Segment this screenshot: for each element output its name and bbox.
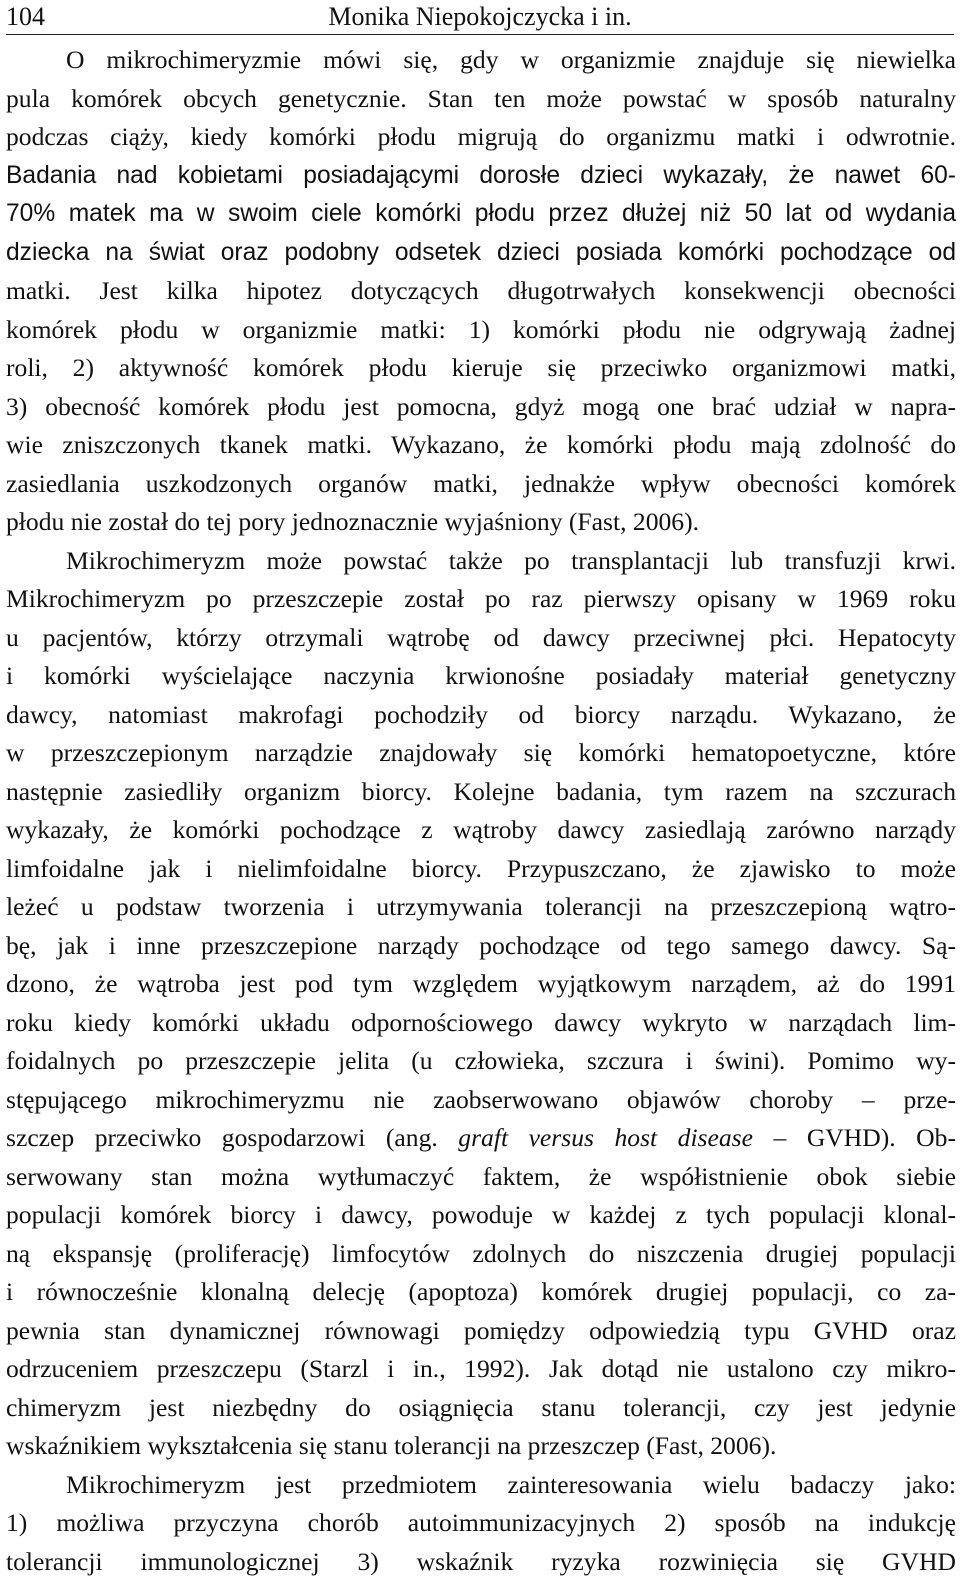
italic-term: graft versus host disease xyxy=(458,1123,753,1152)
text-line: roli, 2) aktywność komórek płodu kieruje się przeciwko organizmowi matki, xyxy=(6,349,956,388)
text-line: wykazały, że komórki pochodzące z wątroby dawcy zasiedlają zarówno narządy xyxy=(6,811,956,850)
text-line: Badania nad kobietami posiadającymi dorosłe dzieci wykazały, że nawet 60- xyxy=(6,157,956,196)
text-line: serwowany stan można wytłumaczyć faktem, że współistnienie obok siebie xyxy=(6,1158,956,1197)
text-line: foidalnych po przeszczepie jelita (u człowieka, szczura i świni). Pomimo wy- xyxy=(6,1042,956,1081)
text-line: bę, jak i inne przeszczepione narządy pochodzące od tego samego dawcy. Są- xyxy=(6,927,956,966)
page-number: 104 xyxy=(6,2,45,32)
text-line: stępującego mikrochimeryzmu nie zaobserwowano objawów choroby – prze- xyxy=(6,1081,956,1120)
text-line: pula komórek obcych genetycznie. Stan ten może powstać w sposób naturalny xyxy=(6,80,956,119)
text-line: Mikrochimeryzm po przeszczepie został po raz pierwszy opisany w 1969 roku xyxy=(6,580,956,619)
text-line: 1) możliwa przyczyna chorób autoimmunizacyjnych 2) sposób na indukcję xyxy=(6,1504,956,1543)
text-line: ną ekspansję (proliferację) limfocytów zdolnych do niszczenia drugiej populacji xyxy=(6,1235,956,1274)
text-line: płodu nie został do tej pory jednoznacznie wyjaśniony (Fast, 2006). xyxy=(6,503,956,542)
text-line: komórek płodu w organizmie matki: 1) komórki płodu nie odgrywają żadnej xyxy=(6,311,956,350)
page-header xyxy=(6,0,954,35)
text-line: Mikrochimeryzm może powstać także po transplantacji lub transfuzji krwi. xyxy=(6,542,956,581)
text-line: u pacjentów, którzy otrzymali wątrobę od dawcy przeciwnej płci. Hepatocyty xyxy=(6,619,956,658)
text-line: i równocześnie klonalną delecję (apoptoza) komórek drugiej populacji, co za- xyxy=(6,1273,956,1312)
text-line: w przeszczepionym narządzie znajdowały się komórki hematopoetyczne, które xyxy=(6,734,956,773)
running-title: Monika Niepokojczycka i in. xyxy=(6,2,954,32)
text-line: tolerancji immunologicznej 3) wskaźnik ryzyka rozwinięcia się GVHD xyxy=(6,1543,956,1581)
text-line: 70% matek ma w swoim ciele komórki płodu przez dłużej niż 50 lat od wydania xyxy=(6,195,956,234)
text-line: wskaźnikiem wykształcenia się stanu tolerancji na przeszczep (Fast, 2006). xyxy=(6,1427,956,1466)
text-line xyxy=(6,1119,956,1158)
text-line: dawcy, natomiast makrofagi pochodziły od biorcy narządu. Wykazano, że xyxy=(6,696,956,735)
text-line: Mikrochimeryzm jest przedmiotem zainteresowania wielu badaczy jako: xyxy=(6,1466,956,1505)
text-line: leżeć u podstaw tworzenia i utrzymywania tolerancji na przeszczepioną wątro- xyxy=(6,888,956,927)
text-line: wie zniszczonych tkanek matki. Wykazano, że komórki płodu mają zdolność do xyxy=(6,426,956,465)
text-line: następnie zasiedliły organizm biorcy. Kolejne badania, tym razem na szczurach xyxy=(6,773,956,812)
text-line: matki. Jest kilka hipotez dotyczących długotrwałych konsekwencji obecności xyxy=(6,272,956,311)
text-line: odrzuceniem przeszczepu (Starzl i in., 1992). Jak dotąd nie ustalono czy mikro- xyxy=(6,1350,956,1389)
text-line: limfoidalne jak i nielimfoidalne biorcy. Przypuszczano, że zjawisko to może xyxy=(6,850,956,889)
text-line: pewnia stan dynamicznej równowagi pomiędzy odpowiedzią typu GVHD oraz xyxy=(6,1312,956,1351)
text-span: szczep przeciwko gospodarzowi (ang. xyxy=(6,1123,458,1152)
text-line: chimeryzm jest niezbędny do osiągnięcia stanu tolerancji, czy jest jedynie xyxy=(6,1389,956,1428)
text-line: O mikrochimeryzmie mówi się, gdy w organizmie znajduje się niewielka xyxy=(6,41,956,80)
text-line: 3) obecność komórek płodu jest pomocna, gdyż mogą one brać udział w napra- xyxy=(6,388,956,427)
body-text xyxy=(6,41,956,1581)
text-span: – GVHD). Ob- xyxy=(753,1123,956,1152)
text-line: dzono, że wątroba jest pod tym względem wyjątkowym narządem, aż do 1991 xyxy=(6,965,956,1004)
text-line: i komórki wyścielające naczynia krwionośne posiadały materiał genetyczny xyxy=(6,657,956,696)
text-line: populacji komórek biorcy i dawcy, powoduje w każdej z tych populacji klonal- xyxy=(6,1196,956,1235)
text-line: dziecka na świat oraz podobny odsetek dzieci posiada komórki pochodzące od xyxy=(6,234,956,273)
text-line: zasiedlania uszkodzonych organów matki, jednakże wpływ obecności komórek xyxy=(6,465,956,504)
text-line: podczas ciąży, kiedy komórki płodu migrują do organizmu matki i odwrotnie. xyxy=(6,118,956,157)
text-line: roku kiedy komórki układu odpornościowego dawcy wykryto w narządach lim- xyxy=(6,1004,956,1043)
